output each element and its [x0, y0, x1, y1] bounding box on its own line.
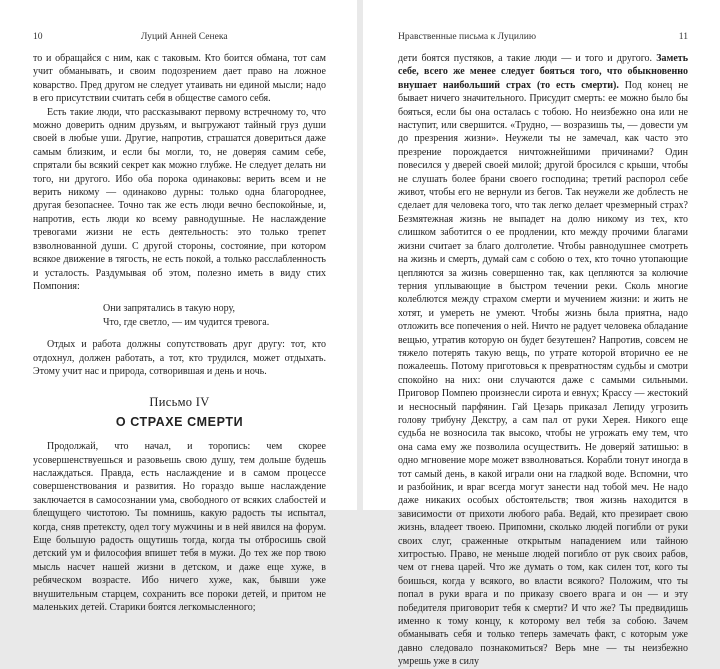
- letter-title: О СТРАХЕ СМЕРТИ: [115, 414, 244, 429]
- left-page-header: [33, 0, 326, 43]
- text-run: дети боятся пустяков, а такие люди — и того и другого.: [398, 53, 653, 64]
- page-number: 11: [678, 31, 688, 42]
- text-run: Под конец не бывает ничего значительного. Присудит смерть: ее можно было бы бояться, если бы она осталась с тобою. Но неизбежно она или не наступит, или свершится. «Трудно, — возразишь ты, — довести ум до презрения жизни». Неужели ты не замечал, как часто это презрение порождается ничтожнейшими причинами? Один повесился у дверей своей милой; другой бросился с крыши, чтобы не слушать более брани своего господина; третий распорол себе живот, чтобы его не вернули из бегов. Так неужели же доблесть не сделает для человека того, что так легко делает чрезмерный страх? Безмятежная жизнь не выпадет на долю никому из тех, кто слишком заботится о ее продлении, кто между прочими благами жизни считает за благо долголетие. Чтобы равнодушнее смотреть на жизнь и смерть, думай сам с собою о тех, кто точно утопающие цепляются за жизнь совершенно так, как цепляются за колючие терния уплывающие в быстром течении реки. Сколь многие колеблются между страхом смерти и мучением жизни: и жить не хотят, и умереть не умеют. Чтобы жизнь была приятна, надо отложить все попечения о ней. Ничто не радует человека обладание вещью, утратив которую он будет безутешен? Напротив, совсем не тяжело потерять такую вещь, по утрате которой вторично ее не пожалеешь. Потому приготовься к превратностям судьбы и смотри спокойно на них: они случаются даже с самыми сильными. Приговор Помпею произнесли сирота и евнух; Крассу — жестокий и несносный парфянин. Гай Цезарь приказал Лепиду угрозить голову трибуну Декстру, а сам пал от руки Херея. Никого еще судьба не возносила так высоко, чтобы не угрожать ему тем, что она сама ему же позволила осуществить. Не доверяй затишью: в одно мгновение море может взволноваться. Корабли тонут иногда в тот самый день, в какой играли они на гладкой воде. Вспомни, что и разбойник, и враг всегда могут занести над тобой меч. Не надо даже никаких особых обстоятельств; твоя жизнь находится в зависимости от прихоти любого раба. Ведай, кто презирает свою жизнь, владеет твоею. Припомни, сколько людей погибли от руки своих слуг, сраженные открытым нападением или тайною хитростью. Право, не меньше людей погибло от рук своих рабов, чем от гнева царей. Что же думать о том, как силен тот, кого ты боишься, когда у всякого, во власти всякого? Положим, что ты попал в руки врага и по приказу своего врага и он — и эту победителя приговорит тебя к смерти? И что же? Ты предвидишь именно к тому концу, к которому вел тебя за собою. Зачем обманывать себя и только теперь замечать факт, с которым уже давно следовало познакомиться? Верь мне — ты неизбежно умрешь уже в силу: [398, 79, 689, 668]
- emphasized-text: Заметь себе, всего же менее следует бояться того, что обыкновенно внушает наибольший страх (то есть смерти).: [398, 53, 689, 91]
- right-page-body: [398, 52, 688, 669]
- paragraph: Продолжай, что начал, и торопись: чем скорее усовершенствуешься и разовьешь свою душу, тем дольше будешь наслаждаться. Правда, есть наслаждение и в самом процессе совершенствования и развития. Но гораздо выше наслаждение заключается в самосознании ума, свободного от всяких слабостей и блещущего чистотою. Ты помнишь, какую радость ты испытал, когда, сняв претексту, одел тогу мужчины и в ней явился на форум. Еще большую радость ощутишь тогда, когда ты отбросишь свой детский ум и философия впишет тебя в мужи. До тех же пор твою мысль насчет нашей жизни в детском, и даже еще хуже, в ребяческом возрасте. Ибо ничего хуже, как, бывши уже внушительным старцем, сохранить все пороки детей, и притом не маленьких детей. Старики боятся легкомысленного;: [33, 441, 326, 614]
- right-page-header: [398, 0, 688, 43]
- right-page: [363, 0, 720, 668]
- poem-line: Они запрятались в такую нору,: [103, 303, 236, 315]
- poem-quote: [103, 302, 326, 329]
- page-number: 10: [33, 31, 43, 42]
- poem-line: Что, где светло, — им чудится тревога.: [103, 316, 270, 328]
- paragraph: то и обращайся с ним, как с таковым. Кто боится обмана, тот сам учит обманывать, и своим подозрением дает право на ложное коварство. Пред другом не следует утаивать ни единой мысли; надо в его присутствии считать себя в обществе самого себя.: [33, 53, 326, 105]
- letter-number: Письмо IV: [149, 395, 210, 410]
- paragraph: Есть такие люди, что рассказывают первому встречному то, что можно доверить одним друзьям, и выгружают тайный груз души своей в любые уши. Другие, напротив, страшатся довериться даже самым близким, и если бы могли, то, не доверяя самим себе, спрятали бы всякий секрет как можно глубже. Не следует делать ни того, ни другого. Ибо оба порока одинаковы: верить всем и не верить никому — одинаково дурны: только одна благороднее, другая безопаснее. Точно так же есть люди вечно беспокойные, и, напротив, есть люди ко всему равнодушные. Не наслаждение тревогами жизни не есть деятельность: это только трепет взволнованной души. С другой стороны, состояние, при котором всякое движение в тягость, не есть покой, а только расслабленность и усталость. Раздумывая об этом, полезно иметь в виду стих Помпония:: [33, 106, 326, 292]
- running-head: Луций Анней Сенека: [140, 31, 228, 42]
- left-page-body: [33, 52, 326, 614]
- paragraph: Отдых и работа должны сопутствовать друг другу: тот, кто отдохнул, должен работать, а тот, кто трудился, может отдыхать. Этому учит нас и природа, сотворившая и день и ночь.: [33, 339, 326, 377]
- running-head: Нравственные письма к Луцилию: [398, 31, 537, 42]
- paragraph: [398, 52, 688, 669]
- left-page: [0, 0, 357, 614]
